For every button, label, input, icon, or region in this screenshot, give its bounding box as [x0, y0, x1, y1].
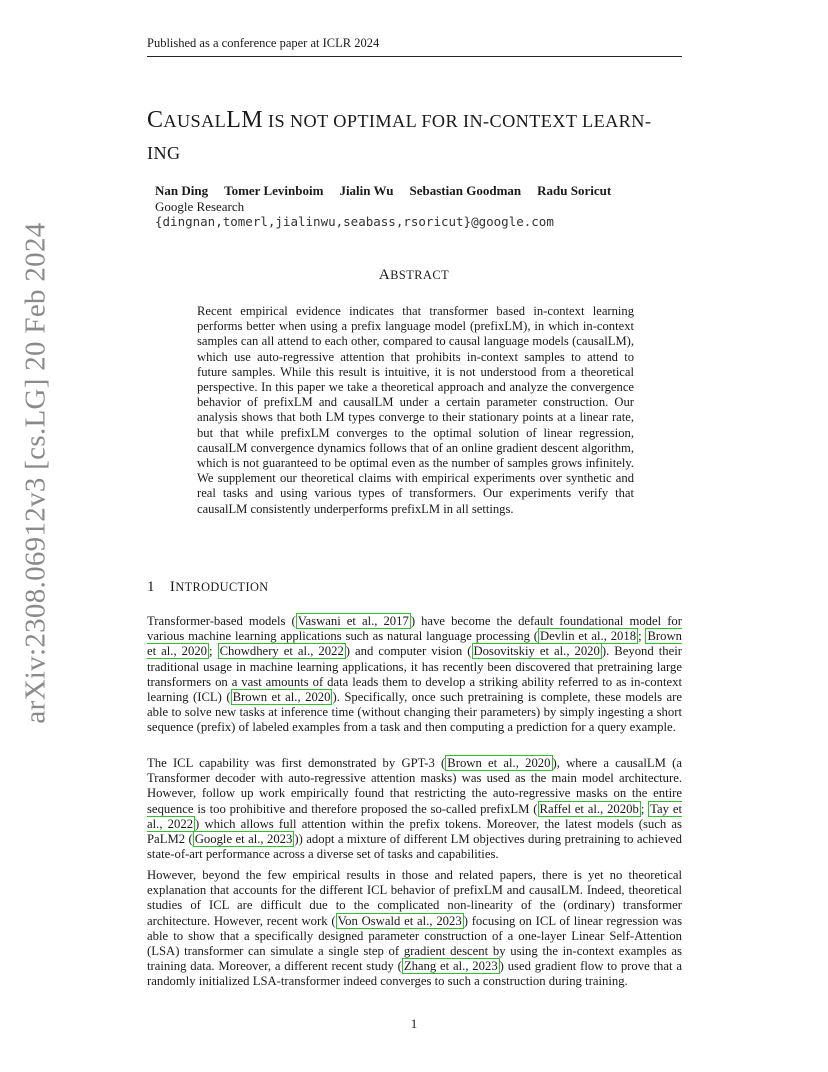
paper-title: CAUSALLM IS NOT OPTIMAL FOR IN-CONTEXT LEARN- ING [147, 107, 652, 163]
intro-paragraph-1: Transformer-based models ( Vaswani et al., 2017 ) have become the default foundational model for various machine learning applications such as natural language processing ( Devlin et al., 2018 ; Brown et al., 2020 ; Chowdhery et al., 2022 ) and computer vision ( Dosovitskiy et al., 2020 ). Beyond their traditional usage in machine learning applications, it has recently been discovered that pretraining large transformers on a vast amounts of data leads them to develop a striking ability referred to as in-context learning (ICL) ( Brown et al., 2020 ). Specifically, once such pretraining is complete, these models are able to solve new tasks at inference time (without changing their parameters) by simply ingesting a short sequence (prefix) of labeled examples from a task and then computing a prediction for a query example. [147, 614, 683, 735]
page-number: 1 [410, 1016, 418, 1031]
citation-link[interactable]: Vaswani et al., 2017 [297, 614, 409, 628]
citation-link[interactable]: Von Oswald et al., 2023 [337, 913, 462, 928]
citation-link[interactable]: Brown et al., 2020 [147, 629, 682, 659]
abstract-heading: ABSTRACT [378, 267, 450, 283]
intro-paragraph-2: The ICL capability was first demonstrated by GPT-3 ( Brown et al., 2020 ), where a causalLM (a Transformer decoder with auto-regressive attention masks) was used as the main model architecture. However, follow up work empirically found that restricting the auto-regressive masks on the entire sequence is too prohibitive and therefore proposed the so-called prefixLM ( Raffel et al., 2020b ; Tay et al., 2022 ) which allows full attention within the prefix tokens. Moreover, the latest models (such as PaLM2 ( Google et al., 2023 )) adopt a mixture of different LM objectives during pretraining to achieved state-of-art performance across a diverse set of tasks and capabilities. [147, 756, 682, 862]
arxiv-stamp: arXiv:2308.06912v3 [cs.LG] 20 Feb 2024 [19, 222, 52, 724]
author-name: Tomer Levinboim [224, 183, 324, 198]
author-list [155, 183, 611, 199]
citation-link[interactable]: Raffel et al., 2020b [539, 801, 639, 816]
author-name: Sebastian Goodman [409, 183, 522, 198]
citation-link[interactable]: Zhang et al., 2023 [403, 959, 498, 974]
author-name: Jialin Wu [339, 183, 394, 198]
author-name: Radu Soricut [537, 183, 612, 198]
citation-link[interactable]: Devlin et al., 2018 [540, 629, 637, 644]
section-heading-introduction: 1 INTRODUCTION [147, 579, 269, 595]
citation-link[interactable]: Brown et al., 2020 [232, 690, 331, 705]
citation-link[interactable]: Google et al., 2023 [194, 832, 293, 847]
running-header: Published as a conference paper at ICLR 2024 [147, 36, 682, 57]
citation-link[interactable]: Tay et al., 2022 [147, 801, 682, 831]
author-emails: {dingnan,tomerl,jialinwu,seabass,rsoricut}@google.com [155, 214, 554, 229]
affiliation: Google Research [155, 199, 245, 214]
abstract-text: Recent empirical evidence indicates that transformer based in-context learning performs better when using a prefix language model (prefixLM), in which in-context samples can all attend to each other, compared to causal language models (causalLM), which use auto-regressive attention that prohibits in-context samples to attend to future samples. While this result is intuitive, it is not understood from a theoretical perspective. In this paper we take a theoretical approach and analyze the convergence behavior of prefixLM and causalLM under a certain parameter construction. Our analysis shows that both LM types converge to their stationary points at a linear rate, but that while prefixLM converges to the optimal solution of linear regression, causalLM convergence dynamics follows that of an online gradient descent algorithm, which is not guaranteed to be optimal even as the number of samples grows infinitely. We supplement our theoretical claims with empirical experiments over synthetic and real tasks and using various types of transformers. Our experiments verify that causalLM consistently underperforms prefixLM in all settings. [197, 304, 634, 516]
citation-link[interactable]: Brown et al., 2020 [447, 756, 551, 770]
author-name: Nan Ding [155, 183, 209, 198]
citation-link[interactable]: Chowdhery et al., 2022 [219, 644, 344, 659]
citation-link[interactable]: Dosovitskiy et al., 2020 [473, 644, 600, 659]
intro-paragraph-3: However, beyond the few empirical results in those and related papers, there is yet no theoretical explanation that accounts for the different ICL behavior of prefixLM and causalLM. Indeed, theoretical studies of ICL are difficult due to the complicated non-linearity of the (ordinary) transformer architecture. However, recent work ( Von Oswald et al., 2023 ) focusing on ICL of linear regression was able to show that a specifically designed parameter construction of a one-layer Linear Self-Attention (LSA) transformer can simulate a single step of gradient descent by using the in-context examples as training data. Moreover, a different recent study ( Zhang et al., 2023 ) used gradient flow to prove that a randomly initialized LSA-transformer indeed converges to such a construction during training. [147, 868, 683, 989]
